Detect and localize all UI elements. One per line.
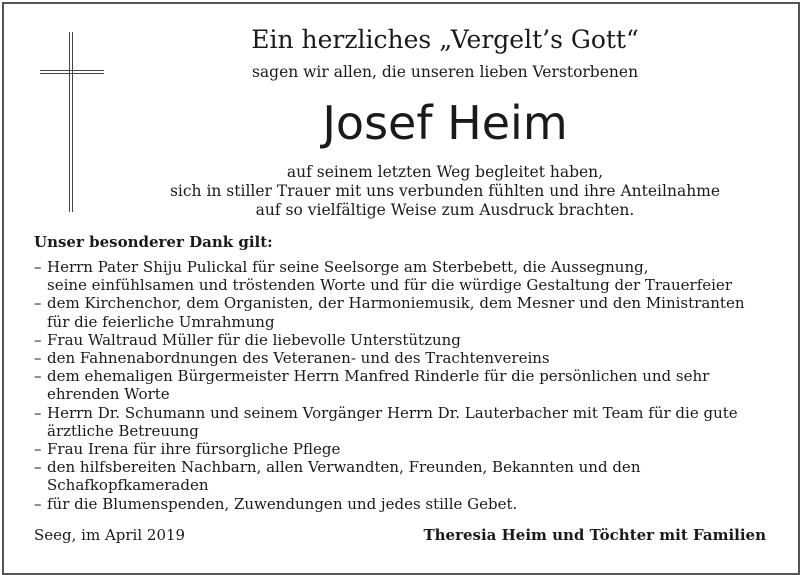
- follow-line: sich in stiller Trauer mit uns verbunden fühlten und ihre Anteilnahme: [169, 182, 721, 200]
- thanks-item-line: – dem Kirchenchor, dem Organisten, der Harmoniemusik, dem Mesner und den Ministranten: [47, 294, 745, 313]
- thanks-item-line: seine einfühlsamen und tröstenden Worte und für die würdige Gestaltung der Trauerfeier: [47, 276, 732, 295]
- deceased-name: Josef Heim: [322, 96, 568, 150]
- thanks-item-line: ärztliche Betreuung: [47, 421, 199, 440]
- thanks-item-line: – den Fahnenabordnungen des Veteranen- und des Trachtenvereins: [47, 349, 550, 368]
- signature: Theresia Heim und Töchter mit Familien: [423, 526, 766, 544]
- thanks-item: [34, 294, 774, 330]
- thanks-item-line: – den hilfsbereiten Nachbarn, allen Verwandten, Freunden, Bekannten und den: [47, 458, 641, 477]
- thanks-item-line: – Herrn Dr. Schumann und seinem Vorgänger Herrn Dr. Lauterbacher mit Team für die gute: [47, 403, 738, 422]
- cross-horizontal-bar: [40, 70, 104, 74]
- thanks-item-line: – dem ehemaligen Bürgermeister Herrn Manfred Rinderle für die persönlichen und sehr: [47, 367, 710, 386]
- intro-text: sagen wir allen, die unseren lieben Verstorbenen: [251, 63, 639, 81]
- thanks-item: [34, 458, 774, 494]
- place-date: Seeg, im April 2019: [34, 526, 186, 544]
- thanks-item: [34, 258, 774, 294]
- thanks-list: [34, 258, 774, 513]
- thanks-item: [34, 331, 774, 349]
- thanks-item-line: für die feierliche Umrahmung: [47, 312, 275, 331]
- thanks-item-line: – Frau Irena für ihre fürsorgliche Pflege: [47, 440, 341, 459]
- thanks-item-line: ehrenden Worte: [47, 385, 170, 404]
- thanks-item-line: – Herrn Pater Shiju Pulickal für seine Seelsorge am Sterbebett, die Aussegnung,: [47, 258, 649, 276]
- thanks-item-line: – Frau Waltraud Müller für die liebevolle Unterstützung: [47, 330, 461, 349]
- thanks-item: [34, 495, 774, 513]
- thanks-item: [34, 440, 774, 458]
- thanks-item: [34, 349, 774, 367]
- follow-text: [110, 163, 780, 220]
- cross-icon: [40, 32, 104, 212]
- thanks-item: [34, 404, 774, 440]
- thanks-heading: Unser besonderer Dank gilt:: [34, 233, 273, 251]
- thanks-item-line: Schafkopfkameraden: [47, 476, 209, 495]
- follow-line: auf so vielfältige Weise zum Ausdruck brachten.: [255, 201, 635, 219]
- thanks-item: [34, 367, 774, 403]
- notice-title: Ein herzliches „Vergelt’s Gott“: [251, 25, 639, 54]
- thanks-item-line: – für die Blumenspenden, Zuwendungen und jedes stille Gebet.: [47, 494, 518, 513]
- follow-line: auf seinem letzten Weg begleitet haben,: [286, 163, 604, 181]
- cross-vertical-bar: [69, 32, 73, 212]
